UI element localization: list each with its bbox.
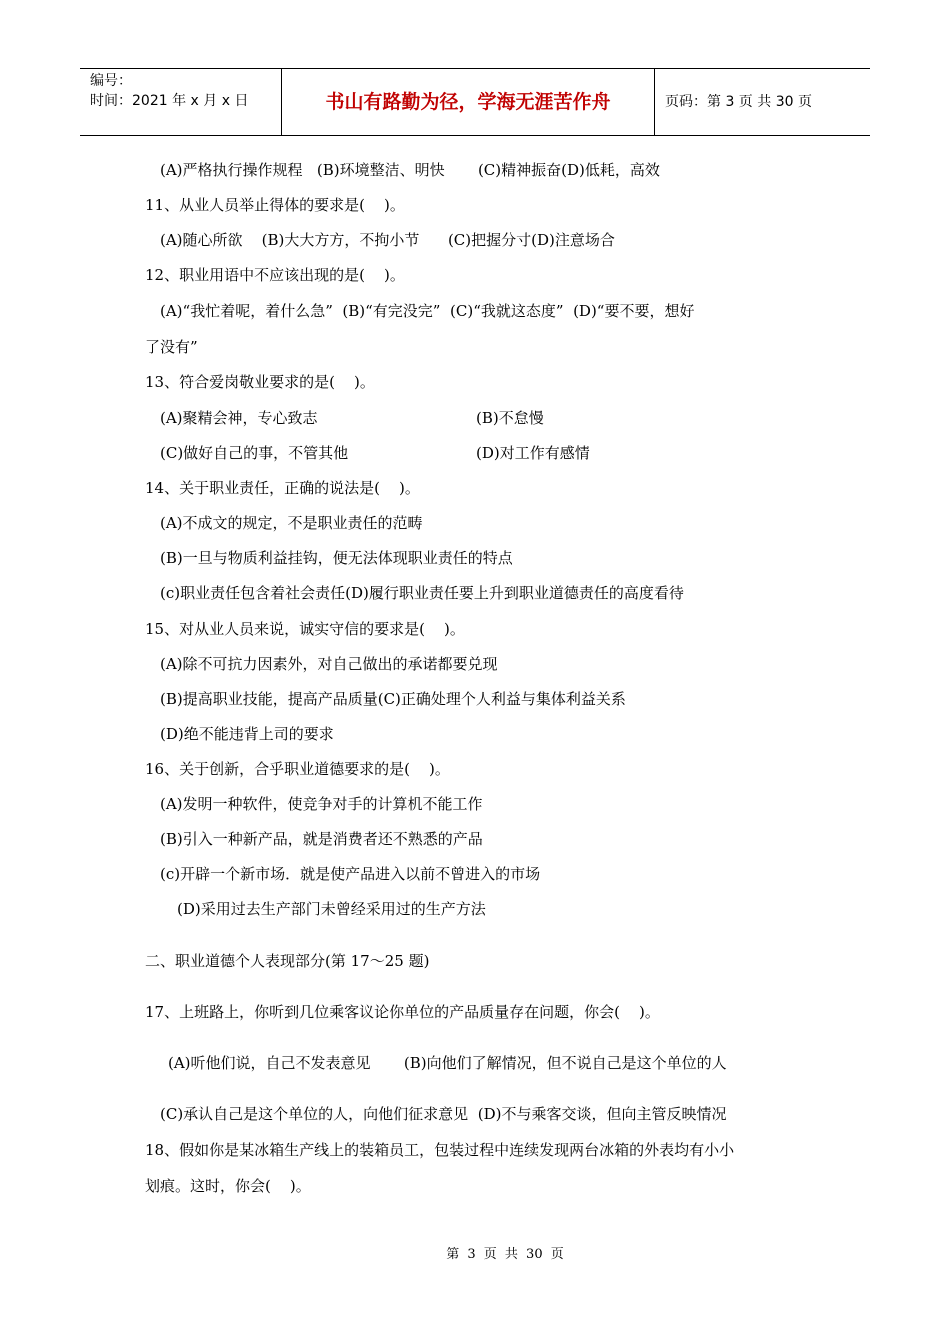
option-line: (A)“我忙着呢，着什么急” (B)“有完没完” (C)“我就这态度” (D)“要不要，想好: [160, 302, 695, 320]
question-line: 12、职业用语中不应该出现的是( )。: [145, 266, 405, 284]
page-header: [80, 68, 870, 136]
option-line: (c)开辟一个新市场．就是使产品进入以前不曾进入的市场: [160, 865, 541, 883]
header-meta-cell: [80, 69, 282, 135]
option-line: (A)不成文的规定，不是职业责任的范畴: [160, 514, 423, 532]
option-line: (D)绝不能违背上司的要求: [160, 725, 334, 743]
document-time-label: 时间：2021 年 x 月 x 日: [90, 93, 249, 109]
question-line: 16、关于创新，合乎职业道德要求的是( )。: [145, 760, 450, 778]
header-page-info: 页码：第 3 页 共 30 页: [665, 94, 812, 110]
question-line: 11、从业人员举止得体的要求是( )。: [145, 196, 405, 214]
header-motto: 书山有路勤为径，学海无涯苦作舟: [282, 69, 655, 135]
option-line: (A)严格执行操作规程 (B)环境整洁、明快 (C)精神振奋(D)低耗，高效: [160, 161, 660, 179]
option-line: (C)做好自己的事，不管其他: [160, 444, 349, 462]
option-line: (B)不怠慢: [476, 409, 544, 427]
question-line: 17、上班路上，你听到几位乘客议论你单位的产品质量存在问题，你会( )。: [145, 1003, 660, 1021]
question-line-continuation: 划痕。这时，你会( )。: [145, 1177, 311, 1195]
question-line: 14、关于职业责任，正确的说法是( )。: [145, 479, 420, 497]
section-heading: 二、职业道德个人表现部分(第 17～25 题): [145, 952, 430, 970]
option-line: (A)发明一种软件，使竞争对手的计算机不能工作: [160, 795, 483, 813]
page-footer: 第 3 页 共 30 页: [446, 1247, 564, 1262]
option-line: (C)承认自己是这个单位的人，向他们征求意见 (D)不与乘客交谈，但向主管反映情况: [160, 1105, 727, 1123]
option-line: (D)对工作有感情: [476, 444, 590, 462]
option-line: (D)采用过去生产部门未曾经采用过的生产方法: [177, 900, 486, 918]
question-line: 18、假如你是某冰箱生产线上的装箱员工，包装过程中连续发现两台冰箱的外表均有小小: [145, 1141, 735, 1159]
option-line: (c)职业责任包含着社会责任(D)履行职业责任要上升到职业道德责任的高度看待: [160, 584, 684, 602]
option-line: (B)一旦与物质利益挂钩，便无法体现职业责任的特点: [160, 549, 513, 567]
option-line: (B)引入一种新产品，就是消费者还不熟悉的产品: [160, 830, 483, 848]
document-code-label: 编号：: [90, 73, 132, 89]
option-line: (A)聚精会神，专心致志: [160, 409, 318, 427]
option-line: (A)除不可抗力因素外，对自己做出的承诺都要兑现: [160, 655, 498, 673]
option-line: (A)随心所欲 (B)大大方方，不拘小节 (C)把握分寸(D)注意场合: [160, 231, 615, 249]
option-line-continuation: 了没有”: [145, 338, 198, 356]
question-line: 15、对从业人员来说，诚实守信的要求是( )。: [145, 620, 465, 638]
option-line: (A)听他们说，自己不发表意见 (B)向他们了解情况，但不说自己是这个单位的人: [168, 1054, 727, 1072]
option-line: (B)提高职业技能，提高产品质量(C)正确处理个人利益与集体利益关系: [160, 690, 626, 708]
question-line: 13、符合爱岗敬业要求的是( )。: [145, 373, 375, 391]
